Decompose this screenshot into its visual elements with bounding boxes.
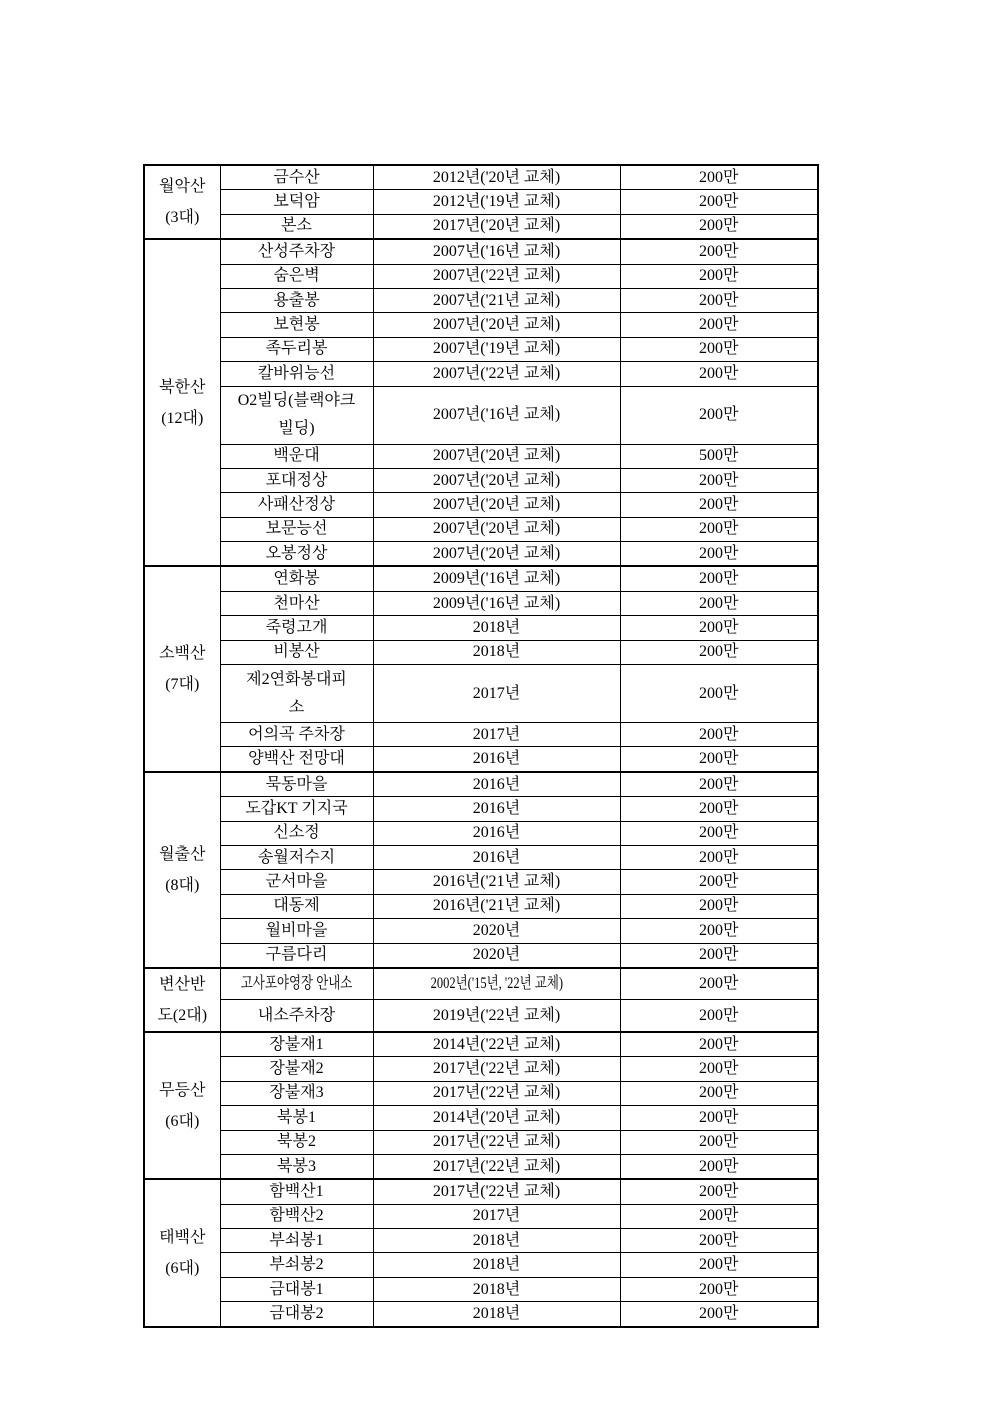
site-label: 북봉1 xyxy=(277,1108,316,1126)
site-label-line: 빌딩) xyxy=(278,420,315,438)
amount-cell: 200만 xyxy=(620,1253,818,1277)
table-row xyxy=(144,1130,818,1154)
site-label: 금수산 xyxy=(273,168,320,186)
amount-cell: 200만 xyxy=(620,1154,818,1179)
table-row xyxy=(144,1229,818,1253)
site-cell xyxy=(220,1302,373,1327)
site-cell xyxy=(220,566,373,591)
amount-cell: 200만 xyxy=(620,870,818,894)
table-row xyxy=(144,943,818,968)
table-row xyxy=(144,1154,818,1179)
table-row xyxy=(144,968,818,1000)
amount-cell: 200만 xyxy=(620,821,818,845)
table-row xyxy=(144,723,818,747)
amount-cell: 200만 xyxy=(620,943,818,968)
amount-cell: 200만 xyxy=(620,264,818,288)
site-cell xyxy=(220,1253,373,1277)
table-row xyxy=(144,1302,818,1327)
site-cell xyxy=(220,1130,373,1154)
year-cell xyxy=(373,386,620,444)
year-label: 2007년('22년 교체) xyxy=(432,267,561,285)
site-cell xyxy=(220,640,373,664)
year-cell xyxy=(373,919,620,943)
mountain-group-label-line: 북한산 xyxy=(159,378,206,396)
site-label: 보덕암 xyxy=(273,193,320,211)
year-cell xyxy=(373,444,620,468)
site-cell xyxy=(220,239,373,264)
amount-cell: 200만 xyxy=(620,772,818,797)
year-cell xyxy=(373,566,620,591)
year-cell xyxy=(373,723,620,747)
site-label: 도갑KT 기지국 xyxy=(245,799,348,817)
site-label: 본소 xyxy=(281,217,312,235)
year-cell xyxy=(373,239,620,264)
year-cell xyxy=(373,337,620,361)
year-label: 2017년('22년 교체) xyxy=(432,1060,561,1078)
site-label-line: O2빌딩(블랙야크 xyxy=(237,392,356,410)
table-row xyxy=(144,517,818,541)
site-cell xyxy=(220,894,373,918)
year-cell xyxy=(373,772,620,797)
amount-cell: 200만 xyxy=(620,1106,818,1130)
year-label: 2007년('21년 교체) xyxy=(432,291,561,309)
site-label: 신소정 xyxy=(273,824,320,842)
amount-cell: 200만 xyxy=(620,1130,818,1154)
site-label: 연화봉 xyxy=(273,570,320,588)
site-cell xyxy=(220,1000,373,1032)
table-row xyxy=(144,165,818,190)
mountain-group-label-line: (6대) xyxy=(165,1259,200,1277)
year-label: 2007년('20년 교체) xyxy=(432,495,561,513)
amount-cell: 200만 xyxy=(620,288,818,312)
amount-cell: 500만 xyxy=(620,444,818,468)
amount-cell: 200만 xyxy=(620,313,818,337)
site-label: 부쇠봉2 xyxy=(269,1256,324,1274)
year-cell xyxy=(373,616,620,640)
year-cell xyxy=(373,591,620,615)
site-cell xyxy=(220,845,373,869)
amount-cell: 200만 xyxy=(620,542,818,567)
table-row xyxy=(144,1179,818,1204)
amount-cell: 200만 xyxy=(620,493,818,517)
year-label: 2016년 xyxy=(472,824,521,842)
site-cell xyxy=(220,1106,373,1130)
site-label: 함백산2 xyxy=(269,1207,324,1225)
year-label: 2002년('15년, '22년 교체) xyxy=(430,975,563,993)
year-label: 2007년('19년 교체) xyxy=(432,340,561,358)
year-cell xyxy=(373,1253,620,1277)
site-cell xyxy=(220,968,373,1000)
year-cell xyxy=(373,845,620,869)
year-label: 2009년('16년 교체) xyxy=(432,594,561,612)
park-sign-maintenance-table xyxy=(143,164,819,1328)
year-cell xyxy=(373,1081,620,1105)
year-label: 2017년('20년 교체) xyxy=(432,217,561,235)
year-cell xyxy=(373,1106,620,1130)
year-cell xyxy=(373,264,620,288)
year-label: 2017년 xyxy=(472,1207,521,1225)
table-row xyxy=(144,640,818,664)
year-label: 2017년('22년 교체) xyxy=(432,1084,561,1102)
amount-cell: 200만 xyxy=(620,517,818,541)
site-label: 장불재3 xyxy=(269,1084,324,1102)
table-row xyxy=(144,190,818,214)
year-label: 2016년 xyxy=(472,750,521,768)
table-row xyxy=(144,1253,818,1277)
site-label: 장불재2 xyxy=(269,1060,324,1078)
site-label: 포대정상 xyxy=(265,471,328,489)
year-cell xyxy=(373,665,620,723)
site-label: 고사포야영장 안내소 xyxy=(240,975,353,993)
site-cell xyxy=(220,214,373,239)
site-cell xyxy=(220,1081,373,1105)
year-label: 2014년('20년 교체) xyxy=(432,1108,561,1126)
year-cell xyxy=(373,1032,620,1057)
site-label: 월비마을 xyxy=(265,921,328,939)
year-cell xyxy=(373,1130,620,1154)
year-label: 2007년('20년 교체) xyxy=(432,471,561,489)
year-cell xyxy=(373,165,620,190)
year-cell xyxy=(373,943,620,968)
year-label: 2012년('20년 교체) xyxy=(432,168,561,186)
year-label: 2018년 xyxy=(472,1280,521,1298)
site-label: 송월저수지 xyxy=(257,848,336,866)
table-row xyxy=(144,797,818,821)
year-cell xyxy=(373,517,620,541)
site-label: 장불재1 xyxy=(269,1035,324,1053)
site-cell xyxy=(220,1204,373,1228)
table-row xyxy=(144,313,818,337)
site-cell xyxy=(220,165,373,190)
site-cell xyxy=(220,943,373,968)
year-cell xyxy=(373,894,620,918)
mountain-group-label-line: (6대) xyxy=(165,1112,200,1130)
year-label: 2016년 xyxy=(472,848,521,866)
amount-cell: 200만 xyxy=(620,797,818,821)
year-cell xyxy=(373,870,620,894)
amount-cell: 200만 xyxy=(620,1000,818,1032)
site-label-line: 소 xyxy=(288,698,305,716)
site-label: 군서마을 xyxy=(265,873,328,891)
year-cell xyxy=(373,747,620,772)
mountain-group-label-line: 월악산 xyxy=(159,178,206,196)
year-cell xyxy=(373,968,620,1000)
year-label: 2017년('22년 교체) xyxy=(432,1182,561,1200)
site-label: 용출봉 xyxy=(273,291,320,309)
year-label: 2009년('16년 교체) xyxy=(432,570,561,588)
mountain-group-cell xyxy=(144,165,220,239)
site-cell xyxy=(220,362,373,386)
year-cell xyxy=(373,313,620,337)
site-label: 금대봉1 xyxy=(269,1280,324,1298)
year-cell xyxy=(373,493,620,517)
mountain-group-cell xyxy=(144,1179,220,1326)
year-label: 2007년('22년 교체) xyxy=(432,364,561,382)
amount-cell: 200만 xyxy=(620,468,818,492)
year-label: 2017년('22년 교체) xyxy=(432,1157,561,1175)
mountain-group-label-line: (3대) xyxy=(165,209,200,227)
year-cell xyxy=(373,190,620,214)
year-cell xyxy=(373,1000,620,1032)
table-row xyxy=(144,591,818,615)
table-row xyxy=(144,1057,818,1081)
year-label: 2016년 xyxy=(472,799,521,817)
amount-cell: 200만 xyxy=(620,665,818,723)
table-row xyxy=(144,665,818,723)
site-label: 칼바위능선 xyxy=(257,364,336,382)
year-label: 2017년 xyxy=(472,725,521,743)
year-label: 2016년('21년 교체) xyxy=(432,873,561,891)
year-label: 2018년 xyxy=(472,643,521,661)
site-label: 보현봉 xyxy=(273,316,320,334)
year-cell xyxy=(373,214,620,239)
amount-cell: 200만 xyxy=(620,591,818,615)
table-row xyxy=(144,821,818,845)
site-cell xyxy=(220,1277,373,1301)
mountain-group-label-line: 월출산 xyxy=(159,845,206,863)
amount-cell: 200만 xyxy=(620,845,818,869)
amount-cell: 200만 xyxy=(620,616,818,640)
mountain-group-cell xyxy=(144,239,220,566)
site-label: 숨은벽 xyxy=(273,267,320,285)
mountain-group-label-line: 도(2대) xyxy=(157,1006,208,1024)
year-label: 2007년('20년 교체) xyxy=(432,447,561,465)
year-cell xyxy=(373,468,620,492)
table-row xyxy=(144,1204,818,1228)
site-cell xyxy=(220,772,373,797)
site-cell xyxy=(220,797,373,821)
site-cell xyxy=(220,1179,373,1204)
site-cell xyxy=(220,821,373,845)
table-row xyxy=(144,288,818,312)
year-label: 2007년('16년 교체) xyxy=(432,242,561,260)
year-label: 2020년 xyxy=(472,946,521,964)
amount-cell: 200만 xyxy=(620,362,818,386)
site-cell xyxy=(220,1032,373,1057)
site-cell xyxy=(220,747,373,772)
site-label: 오봉정상 xyxy=(265,544,328,562)
year-cell xyxy=(373,1057,620,1081)
site-label: 북봉3 xyxy=(277,1157,316,1175)
site-label: 내소주차장 xyxy=(257,1006,336,1024)
table-row xyxy=(144,894,818,918)
site-cell xyxy=(220,517,373,541)
amount-cell: 200만 xyxy=(620,640,818,664)
mountain-group-label-line: 태백산 xyxy=(159,1228,206,1246)
year-label: 2016년 xyxy=(472,775,521,793)
table-row xyxy=(144,542,818,567)
year-label: 2017년 xyxy=(472,684,521,702)
site-label: 천마산 xyxy=(273,594,320,612)
amount-cell: 200만 xyxy=(620,190,818,214)
amount-cell: 200만 xyxy=(620,165,818,190)
year-cell xyxy=(373,1154,620,1179)
site-label: 함백산1 xyxy=(269,1182,324,1200)
amount-cell: 200만 xyxy=(620,1057,818,1081)
year-label: 2020년 xyxy=(472,921,521,939)
year-cell xyxy=(373,1302,620,1327)
year-cell xyxy=(373,640,620,664)
site-label: 죽령고개 xyxy=(265,618,328,636)
table-row xyxy=(144,337,818,361)
year-cell xyxy=(373,288,620,312)
site-label: 금대봉2 xyxy=(269,1304,324,1322)
amount-cell: 200만 xyxy=(620,747,818,772)
year-cell xyxy=(373,1229,620,1253)
site-cell xyxy=(220,542,373,567)
table-row xyxy=(144,493,818,517)
amount-cell: 200만 xyxy=(620,1081,818,1105)
table-row xyxy=(144,1000,818,1032)
amount-cell: 200만 xyxy=(620,1302,818,1327)
table-row xyxy=(144,362,818,386)
site-label: 북봉2 xyxy=(277,1133,316,1151)
site-cell xyxy=(220,591,373,615)
site-label: 구름다리 xyxy=(265,946,328,964)
year-cell xyxy=(373,362,620,386)
amount-cell: 200만 xyxy=(620,1032,818,1057)
table-row xyxy=(144,214,818,239)
site-label: 묵동마을 xyxy=(265,775,328,793)
table-row xyxy=(144,772,818,797)
amount-cell: 200만 xyxy=(620,1229,818,1253)
site-label: 보문능선 xyxy=(265,520,328,538)
table-row xyxy=(144,1081,818,1105)
year-cell xyxy=(373,542,620,567)
amount-cell: 200만 xyxy=(620,919,818,943)
site-label: 양백산 전망대 xyxy=(248,750,345,768)
year-cell xyxy=(373,1204,620,1228)
site-cell xyxy=(220,723,373,747)
site-cell xyxy=(220,870,373,894)
table-row xyxy=(144,239,818,264)
amount-cell: 200만 xyxy=(620,1277,818,1301)
table-row xyxy=(144,386,818,444)
site-label: 족두리봉 xyxy=(265,340,328,358)
year-label: 2018년 xyxy=(472,1304,521,1322)
site-label: 부쇠봉1 xyxy=(269,1231,324,1249)
year-cell xyxy=(373,1179,620,1204)
year-label: 2007년('16년 교체) xyxy=(432,406,561,424)
mountain-group-label-line: 변산반 xyxy=(159,975,206,993)
table-row xyxy=(144,870,818,894)
mountain-group-label-line: (7대) xyxy=(165,676,200,694)
mountain-group-label-line: 소백산 xyxy=(159,645,206,663)
year-label: 2018년 xyxy=(472,1256,521,1274)
site-cell xyxy=(220,386,373,444)
year-label: 2016년('21년 교체) xyxy=(432,897,561,915)
table-row xyxy=(144,845,818,869)
site-cell xyxy=(220,493,373,517)
table-row xyxy=(144,1277,818,1301)
table-row xyxy=(144,1032,818,1057)
year-label: 2007년('20년 교체) xyxy=(432,520,561,538)
amount-cell: 200만 xyxy=(620,968,818,1000)
site-cell xyxy=(220,1057,373,1081)
amount-cell: 200만 xyxy=(620,214,818,239)
amount-cell: 200만 xyxy=(620,239,818,264)
site-cell xyxy=(220,313,373,337)
amount-cell: 200만 xyxy=(620,1179,818,1204)
amount-cell: 200만 xyxy=(620,723,818,747)
year-cell xyxy=(373,797,620,821)
year-cell xyxy=(373,821,620,845)
site-label: 사패산정상 xyxy=(257,495,336,513)
table-row xyxy=(144,468,818,492)
year-label: 2018년 xyxy=(472,618,521,636)
mountain-group-label-line: (8대) xyxy=(165,876,200,894)
site-cell xyxy=(220,665,373,723)
mountain-group-cell xyxy=(144,968,220,1032)
site-cell xyxy=(220,288,373,312)
year-cell xyxy=(373,1277,620,1301)
amount-cell: 200만 xyxy=(620,894,818,918)
site-label: 대동제 xyxy=(273,897,320,915)
table-row xyxy=(144,616,818,640)
site-cell xyxy=(220,1229,373,1253)
table-row xyxy=(144,1106,818,1130)
year-label: 2007년('20년 교체) xyxy=(432,544,561,562)
site-label-line: 제2연화봉대피 xyxy=(246,670,347,688)
site-cell xyxy=(220,1154,373,1179)
year-label: 2018년 xyxy=(472,1231,521,1249)
mountain-group-cell xyxy=(144,1032,220,1179)
site-cell xyxy=(220,468,373,492)
table-row xyxy=(144,566,818,591)
year-label: 2017년('22년 교체) xyxy=(432,1133,561,1151)
year-label: 2019년('22년 교체) xyxy=(432,1006,561,1024)
year-label: 2007년('20년 교체) xyxy=(432,316,561,334)
site-label: 어의곡 주차장 xyxy=(248,725,345,743)
amount-cell: 200만 xyxy=(620,1204,818,1228)
site-label: 백운대 xyxy=(273,447,320,465)
table-row xyxy=(144,444,818,468)
site-label: 비봉산 xyxy=(273,643,320,661)
site-label: 산성주차장 xyxy=(257,242,336,260)
mountain-group-cell xyxy=(144,566,220,771)
table-row xyxy=(144,264,818,288)
site-cell xyxy=(220,444,373,468)
year-label: 2014년('22년 교체) xyxy=(432,1035,561,1053)
site-cell xyxy=(220,190,373,214)
site-cell xyxy=(220,337,373,361)
mountain-group-label-line: (12대) xyxy=(161,409,204,427)
mountain-group-cell xyxy=(144,772,220,968)
table-row xyxy=(144,919,818,943)
amount-cell: 200만 xyxy=(620,566,818,591)
site-cell xyxy=(220,919,373,943)
mountain-group-label-line: 무등산 xyxy=(159,1081,206,1099)
amount-cell: 200만 xyxy=(620,337,818,361)
site-cell xyxy=(220,264,373,288)
amount-cell: 200만 xyxy=(620,386,818,444)
site-cell xyxy=(220,616,373,640)
year-label: 2012년('19년 교체) xyxy=(432,193,561,211)
table-row xyxy=(144,747,818,772)
